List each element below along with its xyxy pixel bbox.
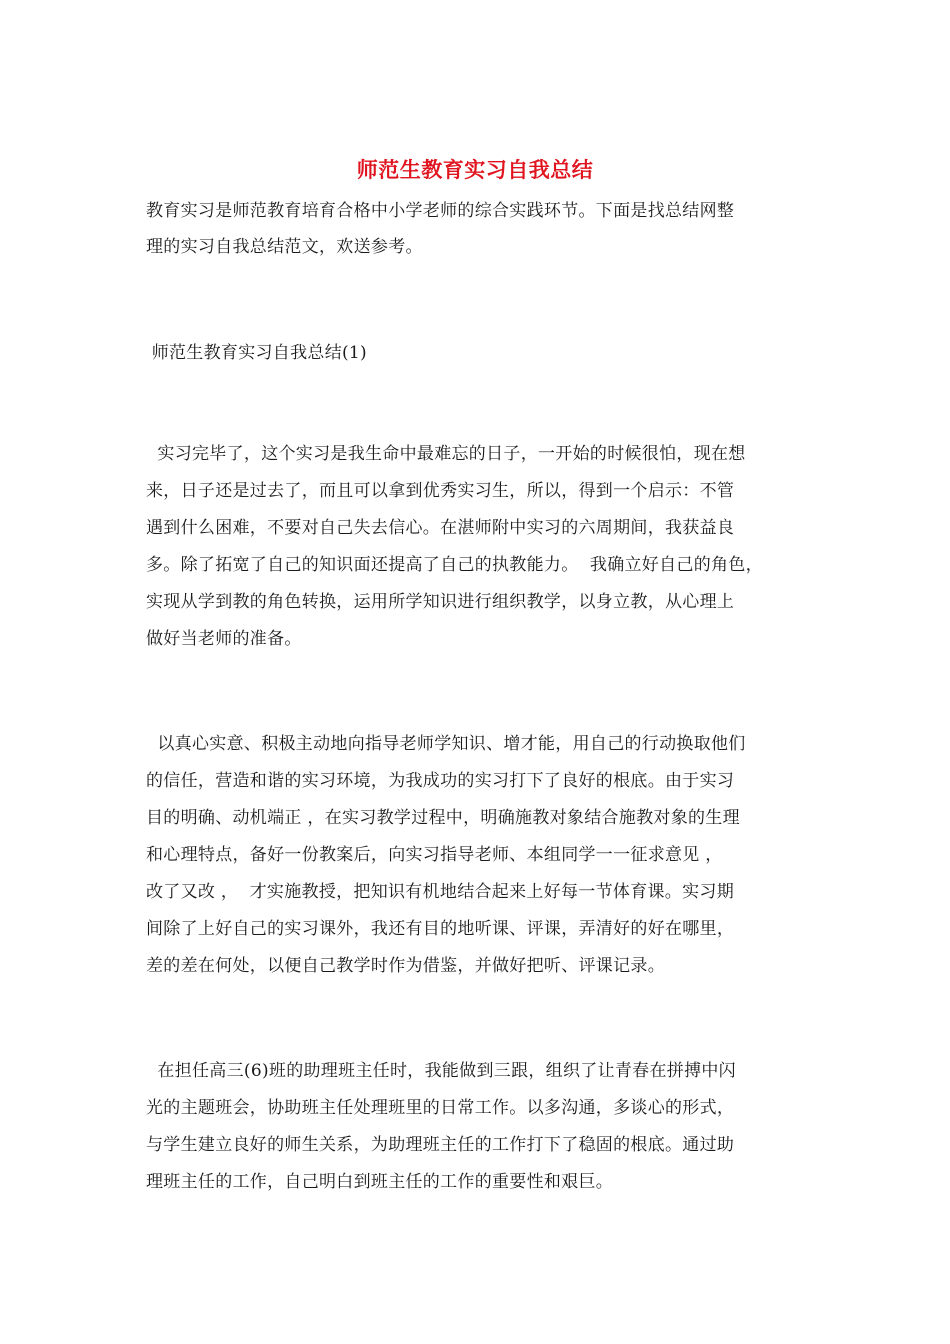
paragraph-line: 的信任，营造和谐的实习环境，为我成功的实习打下了良好的根底。由于实习 <box>146 771 735 791</box>
section-heading: 师范生教育实习自我总结(1) <box>146 343 367 363</box>
intro-line: 教育实习是师范教育培育合格中小学老师的综合实践环节。下面是找总结网整 <box>146 201 735 221</box>
paragraph-line: 改了又改 ， 才实施教授，把知识有机地结合起来上好每一节体育课。实习期 <box>146 882 735 902</box>
paragraph-line: 目的明确、动机端正 ，在实习教学过程中，明确施教对象结合施教对象的生理 <box>146 808 740 828</box>
paragraph-line: 差的差在何处，以便自己教学时作为借鉴，并做好把听、评课记录。 <box>146 956 665 976</box>
paragraph-line: 理班主任的工作，自己明白到班主任的工作的重要性和艰巨。 <box>146 1172 614 1192</box>
paragraph-line: 多。除了拓宽了自己的知识面还提高了自己的执教能力。 我确立好自己的角色， <box>146 555 763 575</box>
paragraph-line: 与学生建立良好的师生关系，为助理班主任的工作打下了稳固的根底。通过助 <box>146 1135 735 1155</box>
paragraph-line: 实习完毕了，这个实习是我生命中最难忘的日子，一开始的时候很怕，现在想 <box>146 444 746 464</box>
paragraph-line: 做好当老师的准备。 <box>146 629 302 649</box>
paragraph-line: 遇到什么困难，不要对自己失去信心。在湛师附中实习的六周期间，我获益良 <box>146 518 735 538</box>
paragraph-line: 和心理特点，备好一份教案后，向实习指导老师、本组同学一一征求意见 ， <box>146 845 723 865</box>
document-title: 师范生教育实习自我总结 <box>356 157 594 182</box>
intro-line: 理的实习自我总结范文，欢送参考。 <box>146 237 423 257</box>
paragraph-line: 光的主题班会，协助班主任处理班里的日常工作。以多沟通，多谈心的形式， <box>146 1098 735 1118</box>
paragraph-line: 实现从学到教的角色转换，运用所学知识进行组织教学，以身立教，从心理上 <box>146 592 735 612</box>
paragraph-line: 以真心实意、积极主动地向指导老师学知识、增才能，用自己的行动换取他们 <box>146 734 746 754</box>
paragraph-line: 间除了上好自己的实习课外，我还有目的地听课、评课，弄清好的好在哪里， <box>146 919 735 939</box>
paragraph-line: 在担任高三(6)班的助理班主任时，我能做到三跟，组织了让青春在拼搏中闪 <box>146 1061 736 1081</box>
paragraph-line: 来，日子还是过去了，而且可以拿到优秀实习生，所以，得到一个启示：不管 <box>146 481 735 501</box>
